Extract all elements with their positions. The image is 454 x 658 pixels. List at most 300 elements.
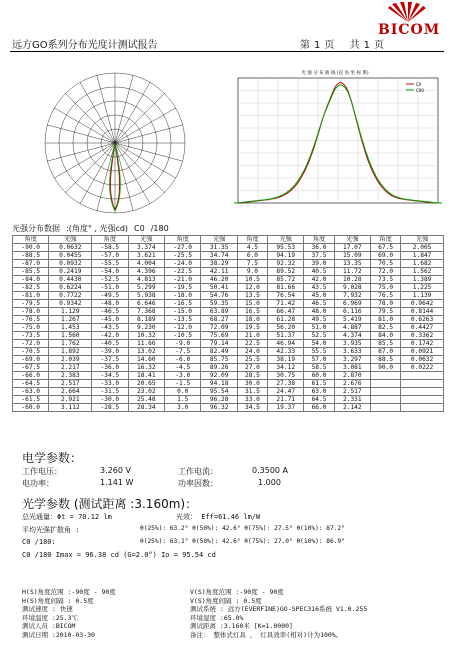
table-row (13, 324, 444, 332)
table-cell: 17.07 (334, 244, 370, 252)
table-cell: 12.0 (237, 284, 267, 292)
table-cell (371, 404, 401, 412)
table-cell: 13.02 (128, 348, 164, 356)
col-header-angle: 角度 (13, 236, 49, 244)
table-cell: 37.5 (304, 252, 334, 260)
col-header-angle: 角度 (165, 236, 201, 244)
table-cell: 21.71 (268, 396, 304, 404)
report-title: 远方GO系列分布光度计测试报告 (12, 40, 158, 51)
table-cell: 27.0 (237, 364, 267, 372)
table-cell (401, 372, 444, 380)
table-cell: 67.5 (371, 244, 401, 252)
table-cell: -82.5 (13, 284, 49, 292)
table-cell: 81.66 (268, 284, 304, 292)
table-cell: 20.65 (128, 380, 164, 388)
table-cell: 0.0455 (49, 252, 92, 260)
table-cell: 2.676 (334, 380, 370, 388)
table-cell (401, 396, 444, 404)
table-cell: 69.0 (371, 252, 401, 260)
table-cell: 87.0 (371, 348, 401, 356)
table-cell: 46.94 (268, 340, 304, 348)
intensity-table (12, 235, 444, 412)
table-cell: 23.02 (128, 388, 164, 396)
table-cell: 4.887 (334, 324, 370, 332)
table-cell: 0.9642 (401, 300, 444, 308)
table-cell: 1.762 (49, 340, 92, 348)
table-cell: -72.0 (13, 340, 49, 348)
table-cell: -52.5 (92, 276, 128, 284)
table-cell: 21.0 (237, 332, 267, 340)
table-cell: 13.35 (334, 260, 370, 268)
table-row (13, 372, 444, 380)
table-cell: 42.0 (304, 276, 334, 284)
table-header-row (13, 236, 444, 244)
table-cell: 18.41 (128, 372, 164, 380)
footer-h-range: H(S)角度范围 :-90度 - 90度 (22, 588, 116, 596)
voltage-label: 工作电压： (22, 467, 62, 476)
table-cell: -58.5 (92, 244, 128, 252)
table-cell: 1.847 (401, 252, 444, 260)
table-cell: -21.0 (165, 276, 201, 284)
table-cell: -63.0 (13, 388, 49, 396)
table-row (13, 260, 444, 268)
table-row (13, 276, 444, 284)
table-cell: 3.633 (334, 348, 370, 356)
table-cell: 66.47 (268, 308, 304, 316)
current-value: 0.3500 A (252, 466, 289, 475)
efficacy-line: 光效： Eff=61.46 lm/W (176, 513, 261, 521)
table-cell: -25.5 (165, 252, 201, 260)
table-cell: -7.5 (165, 348, 201, 356)
footer-distance: 测试距离 :3.160米 [K=1.0000] (190, 622, 293, 630)
table-cell: 3.112 (49, 404, 92, 412)
table-cell: 68.27 (201, 316, 237, 324)
table-cell: -48.0 (92, 300, 128, 308)
table-cell: 1.453 (49, 324, 92, 332)
table-cell: 92.32 (268, 260, 304, 268)
table-cell: 34.74 (201, 252, 237, 260)
table-cell: 1.139 (401, 292, 444, 300)
table-cell: 79.5 (371, 308, 401, 316)
table-row (13, 244, 444, 252)
table-cell: -37.5 (92, 356, 128, 364)
table-cell: -9.0 (165, 340, 201, 348)
col-header-intensity: 光强 (128, 236, 164, 244)
table-cell: 5.299 (128, 284, 164, 292)
footer-h-step: H(S)角度间隔 : 0.5度 (22, 596, 94, 605)
table-cell: 15.0 (237, 300, 267, 308)
table-cell: 1.892 (49, 348, 92, 356)
logo-fan-icon (368, 0, 448, 24)
table-cell: 38.29 (201, 260, 237, 268)
photometric-heading: 光学参数 (测试距离 :3.160m)： (22, 497, 198, 511)
c0-values: θ(25%): 63.1° θ(50%): 42.6° θ(75%): 27.0° θ(10%): 86.9° (140, 538, 345, 545)
table-cell: 1.225 (401, 284, 444, 292)
table-cell (371, 380, 401, 388)
footer-humidity: 环境湿度 :65.0% (190, 613, 244, 622)
table-cell: 16.32 (128, 364, 164, 372)
table-cell: -85.5 (13, 268, 49, 276)
table-cell: -13.5 (165, 316, 201, 324)
table-cell: 3.081 (334, 364, 370, 372)
table-cell: -75.0 (13, 324, 49, 332)
table-cell: 56.20 (268, 324, 304, 332)
col-header-angle: 角度 (371, 236, 401, 244)
table-cell: 58.5 (304, 364, 334, 372)
table-cell: 11.66 (128, 340, 164, 348)
table-cell: 33.0 (237, 396, 267, 404)
table-cell: -33.0 (92, 380, 128, 388)
table-row (13, 356, 444, 364)
table-cell (371, 388, 401, 396)
table-row (13, 348, 444, 356)
footer-remarks: 备注： 整体式灯具 ， 灯具效率(相对)计为100%。 (190, 630, 343, 639)
table-cell: 61.28 (268, 316, 304, 324)
table-cell: -45.0 (92, 316, 128, 324)
table-cell: 1.267 (49, 316, 92, 324)
table-cell: -69.0 (13, 356, 49, 364)
table-cell: 0.0632 (401, 356, 444, 364)
table-cell: 42.11 (201, 268, 237, 276)
table-cell: 94.18 (201, 380, 237, 388)
table-cell: 0.4427 (401, 324, 444, 332)
table-cell: 8.189 (128, 316, 164, 324)
table-cell: 0.8144 (401, 308, 444, 316)
table-cell (371, 372, 401, 380)
beam-label: 平均光强扩散角 : (22, 526, 80, 534)
table-cell: 81.0 (371, 316, 401, 324)
table-cell: -10.5 (165, 332, 201, 340)
table-cell: 1.5 (165, 396, 201, 404)
table-cell: 89.52 (268, 268, 304, 276)
col-header-intensity: 光强 (201, 236, 237, 244)
table-cell: 66.0 (304, 404, 334, 412)
power-label: 电功率： (22, 479, 54, 488)
table-cell: 76.54 (268, 292, 304, 300)
table-cell: 24.47 (268, 388, 304, 396)
table-cell: 4.813 (128, 276, 164, 284)
table-cell: 46.20 (201, 276, 237, 284)
table-cell: 51.37 (268, 332, 304, 340)
table-cell: 78.0 (371, 300, 401, 308)
footer-operator: 测试人员 :BICOM (22, 622, 76, 630)
table-cell: -42.0 (92, 332, 128, 340)
table-cell: 2.517 (49, 380, 92, 388)
table-cell: 11.72 (334, 268, 370, 276)
table-cell: 55.5 (304, 348, 334, 356)
table-cell: 27.38 (268, 380, 304, 388)
table-cell: 51.0 (304, 324, 334, 332)
table-cell: -60.0 (13, 404, 49, 412)
table-cell: 7.368 (128, 308, 164, 316)
col-header-angle: 角度 (92, 236, 128, 244)
table-cell: 2.217 (49, 364, 92, 372)
table-cell: -19.5 (165, 284, 201, 292)
table-cell: 52.5 (304, 332, 334, 340)
table-cell: -66.0 (13, 372, 49, 380)
table-cell: -18.0 (165, 292, 201, 300)
footer-system: 测试系统 : 远方(EVERFINE)GO-SPEC316系统 V1.0.255 (190, 605, 368, 613)
table-cell: 3.374 (128, 244, 164, 252)
table-cell: 4.396 (128, 268, 164, 276)
footer-date: 测试日期 :2010-03-30 (22, 630, 95, 639)
table-cell: 38.19 (268, 356, 304, 364)
table-cell: 63.0 (304, 388, 334, 396)
table-cell: 7.932 (334, 292, 370, 300)
table-cell: 3.0 (165, 404, 201, 412)
table-cell: 1.560 (49, 332, 92, 340)
col-header-angle: 角度 (304, 236, 334, 244)
table-cell: 0.0932 (49, 260, 92, 268)
table-cell: 5.938 (128, 292, 164, 300)
table-cell: 2.039 (49, 356, 92, 364)
table-cell (371, 396, 401, 404)
table-cell (401, 380, 444, 388)
table-cell: 18.0 (237, 316, 267, 324)
table-cell: 0.2419 (49, 268, 92, 276)
table-cell: 85.72 (268, 276, 304, 284)
table-cell: 63.89 (201, 308, 237, 316)
table-cell: -88.5 (13, 252, 49, 260)
table-row (13, 300, 444, 308)
table-cell: 84.0 (371, 332, 401, 340)
col-header-angle: 角度 (237, 236, 267, 244)
table-cell: 2.664 (49, 388, 92, 396)
table-cell: 0.6263 (401, 316, 444, 324)
table-cell: 0.9342 (49, 300, 92, 308)
table-cell: -43.5 (92, 324, 128, 332)
table-cell: 1.682 (401, 260, 444, 268)
table-cell: 25.48 (128, 396, 164, 404)
table-cell: -22.5 (165, 268, 201, 276)
electrical-heading: 电学参数： (22, 451, 83, 465)
table-cell (401, 404, 444, 412)
table-cell: 19.37 (268, 404, 304, 412)
table-cell: -81.0 (13, 292, 49, 300)
table-cell: -84.0 (13, 276, 49, 284)
table-cell: 45.0 (304, 292, 334, 300)
table-cell: 0.6224 (49, 284, 92, 292)
table-cell: -55.5 (92, 260, 128, 268)
table-cell: -54.0 (92, 268, 128, 276)
voltage-value: 3.260 V (100, 466, 131, 475)
pf-value: 1.000 (258, 478, 281, 487)
table-cell: 30.0 (237, 380, 267, 388)
table-cell: 59.35 (201, 300, 237, 308)
legend-c90: C90 (416, 88, 424, 93)
table-cell: 72.09 (201, 324, 237, 332)
table-cell: 14.60 (128, 356, 164, 364)
table-cell: -46.5 (92, 308, 128, 316)
table-cell: 57.0 (304, 356, 334, 364)
table-cell: -1.5 (165, 380, 201, 388)
table-cell: -4.5 (165, 364, 201, 372)
power-value: 1.141 W (100, 478, 134, 487)
table-cell: 28.34 (128, 404, 164, 412)
table-cell: 54.0 (304, 340, 334, 348)
table-cell: 82.5 (371, 324, 401, 332)
col-header-intensity: 光强 (401, 236, 444, 244)
page-info: 第 1 页 共 1 页 (300, 40, 384, 51)
footer-temp: 环境温度 :25.3℃ (22, 613, 78, 622)
table-cell: -73.5 (13, 332, 49, 340)
table-cell: 7.5 (237, 260, 267, 268)
table-cell: 36.0 (304, 244, 334, 252)
table-cell: 0.0 (165, 388, 201, 396)
table-row (13, 316, 444, 324)
table-cell: 10.32 (128, 332, 164, 340)
table-cell: 89.26 (201, 364, 237, 372)
footer-v-step: V(S)角度间隔 : 0.5度 (190, 596, 262, 605)
col-header-intensity: 光强 (268, 236, 304, 244)
footer-right (190, 588, 450, 639)
table-cell: 0.3362 (401, 332, 444, 340)
table-cell: 4.374 (334, 332, 370, 340)
table-cell: 73.5 (371, 276, 401, 284)
table-cell: 2.517 (334, 388, 370, 396)
table-row (13, 340, 444, 348)
table-cell: 75.0 (371, 284, 401, 292)
table-cell: -70.5 (13, 348, 49, 356)
table-row (13, 380, 444, 388)
footer-speed: 测试速度 : 快速 (22, 605, 73, 613)
table-cell: -28.5 (92, 404, 128, 412)
table-cell: 4.004 (128, 260, 164, 268)
table-cell: -36.0 (92, 364, 128, 372)
table-cell: 0.7722 (49, 292, 92, 300)
table-cell: 39.0 (304, 260, 334, 268)
table-cell: 60.0 (304, 372, 334, 380)
table-cell: 72.0 (371, 268, 401, 276)
table-cell: -90.0 (13, 244, 49, 252)
table-cell: 43.5 (304, 284, 334, 292)
legend-c0: C0 (416, 82, 422, 87)
cartesian-title: 光 强 分 布 曲 线 (直 角 坐 标 系) (301, 71, 369, 76)
table-cell: -16.5 (165, 300, 201, 308)
table-row (13, 364, 444, 372)
table-cell: 61.5 (304, 380, 334, 388)
table-cell: 4.5 (237, 244, 267, 252)
imax-line: C0 /180 Imax = 96.38 cd (G=2.0°) Io = 95.54 cd (22, 551, 216, 559)
cartesian-chart (220, 68, 450, 218)
table-cell: -6.0 (165, 356, 201, 364)
table-cell: 64.5 (304, 396, 334, 404)
table-cell: 6.646 (128, 300, 164, 308)
table-cell: 76.5 (371, 292, 401, 300)
table-cell: 2.331 (334, 396, 370, 404)
table-cell: 0.4430 (49, 276, 92, 284)
table-cell: 1.562 (401, 268, 444, 276)
table-cell: -27.0 (165, 244, 201, 252)
table-cell: -31.5 (92, 388, 128, 396)
table-cell: 9.0 (237, 268, 267, 276)
table-cell: -67.5 (13, 364, 49, 372)
table-cell: -78.0 (13, 308, 49, 316)
table-cell: 0.1742 (401, 340, 444, 348)
table-row (13, 252, 444, 260)
table-cell: 10.28 (334, 276, 370, 284)
table-cell: -30.0 (92, 396, 128, 404)
table-cell: 90.0 (371, 364, 401, 372)
c0-label: C0 /180: (22, 538, 56, 546)
table-cell: 85.75 (201, 356, 237, 364)
table-cell: 75.69 (201, 332, 237, 340)
table-cell: 49.5 (304, 316, 334, 324)
table-cell: 2.870 (334, 372, 370, 380)
table-cell: 2.383 (49, 372, 92, 380)
table-cell: 19.5 (237, 324, 267, 332)
table-cell: 71.42 (268, 300, 304, 308)
table-cell: -15.0 (165, 308, 201, 316)
table-cell: 34.5 (237, 404, 267, 412)
table-cell: -51.0 (92, 284, 128, 292)
header-divider (10, 51, 444, 52)
table-cell: -79.5 (13, 300, 49, 308)
table-cell: 96.28 (201, 396, 237, 404)
table-cell: 96.32 (201, 404, 237, 412)
table-cell: 54.76 (201, 292, 237, 300)
table-row (13, 404, 444, 412)
table-cell: -57.0 (92, 252, 128, 260)
table-cell: 9.230 (128, 324, 164, 332)
table-cell: 31.35 (201, 244, 237, 252)
table-row (13, 292, 444, 300)
table-cell: -40.5 (92, 340, 128, 348)
table-cell: 0.0632 (49, 244, 92, 252)
table-cell: 34.12 (268, 364, 304, 372)
table-cell: 46.5 (304, 300, 334, 308)
table-cell: 1.129 (49, 308, 92, 316)
logo-text: BICOM (378, 22, 441, 38)
flux-line: 总光通量：Φt = 70.12 lm (22, 513, 112, 521)
pf-label: 功率因数： (178, 479, 218, 488)
table-cell: 6.0 (237, 252, 267, 260)
table-cell: 40.5 (304, 268, 334, 276)
table-cell: 28.5 (237, 372, 267, 380)
table-cell (401, 388, 444, 396)
legend (406, 82, 424, 93)
table-cell: 79.14 (201, 340, 237, 348)
table-cell: 94.19 (268, 252, 304, 260)
table-row (13, 396, 444, 404)
table-cell: 1.389 (401, 276, 444, 284)
table-cell: 85.5 (371, 340, 401, 348)
distribution-data-label: 光强分布数据 :(角度° , 光强cd) C0 /180 (12, 224, 169, 233)
table-cell: 2.921 (49, 396, 92, 404)
table-cell: 82.49 (201, 348, 237, 356)
col-header-intensity: 光强 (334, 236, 370, 244)
table-cell: -24.0 (165, 260, 201, 268)
table-cell: 3.621 (128, 252, 164, 260)
table-cell: 5.419 (334, 316, 370, 324)
table-cell: 22.5 (237, 340, 267, 348)
table-cell: -34.5 (92, 372, 128, 380)
table-cell: 16.5 (237, 308, 267, 316)
table-cell: -39.0 (92, 348, 128, 356)
table-cell: 42.33 (268, 348, 304, 356)
table-cell: 30.75 (268, 372, 304, 380)
table-cell: 24.0 (237, 348, 267, 356)
company-logo (368, 0, 448, 40)
table-cell: -64.5 (13, 380, 49, 388)
polar-chart (15, 68, 215, 218)
beam-values: θ(25%): 63.2° θ(50%): 42.6° θ(75%): 27.5° θ(10%): 87.2° (140, 525, 345, 532)
table-row (13, 332, 444, 340)
table-cell: 70.5 (371, 260, 401, 268)
table-cell: 6.969 (334, 300, 370, 308)
table-cell: 95.53 (268, 244, 304, 252)
table-cell: 48.0 (304, 308, 334, 316)
